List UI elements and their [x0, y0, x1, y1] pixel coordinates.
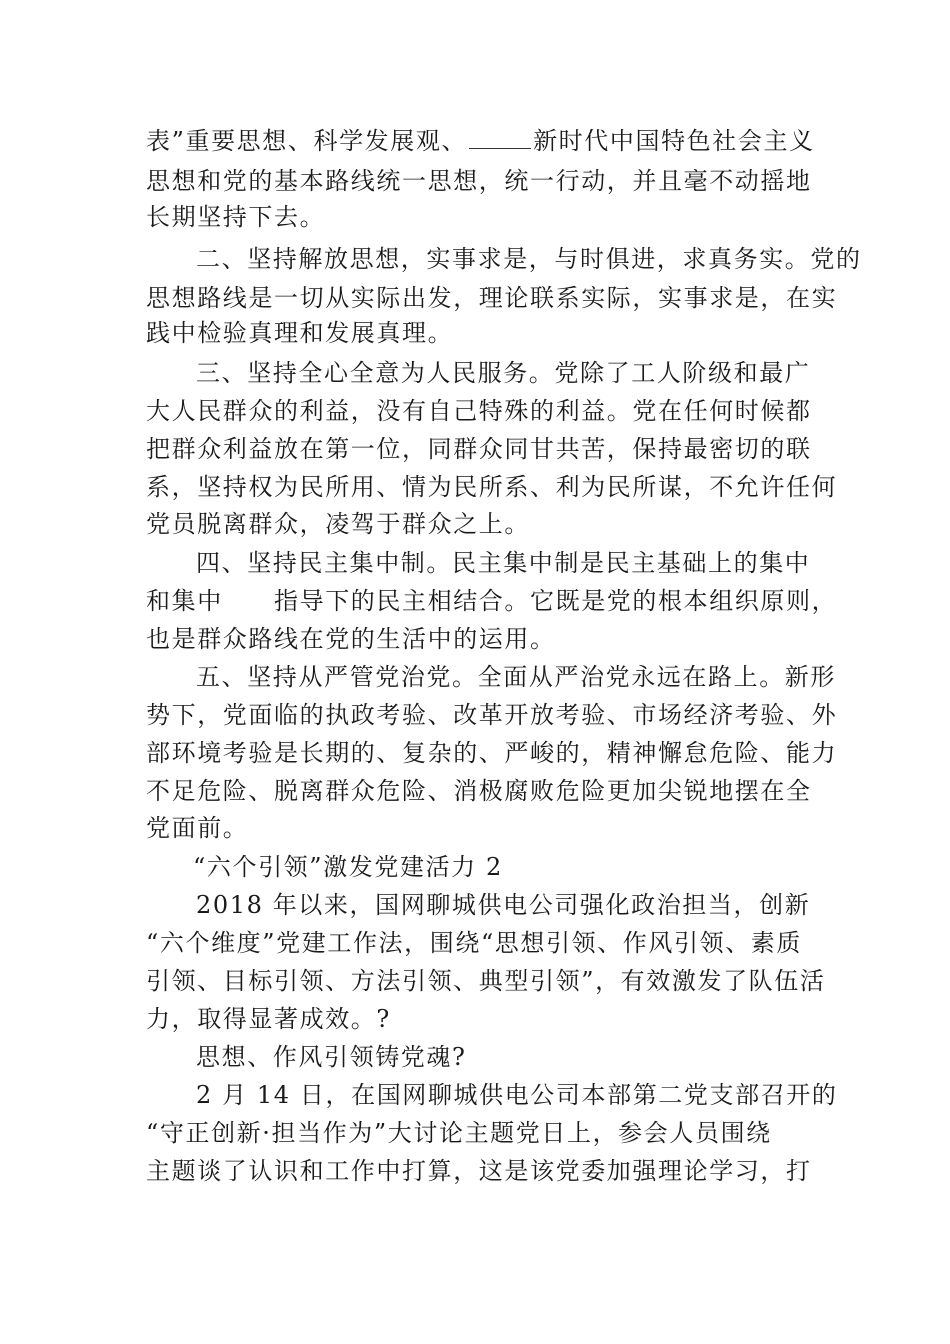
text-line: 大人民群众的利益，没有自己特殊的利益。党在任何时候都	[146, 397, 812, 425]
paragraph-first-line: 四、坚持民主集中制。民主集中制是民主基础上的集中	[196, 549, 811, 577]
text-line: 引领、目标引领、方法引领、典型引领”，有效激发了队伍活	[146, 967, 826, 995]
subheading: 思想、作风引领铸党魂?	[196, 1043, 467, 1071]
text-line: 部环境考验是长期的、复杂的、严峻的，精神懈怠危险、能力	[146, 739, 838, 767]
text-line: 长期坚持下去。	[146, 203, 326, 231]
text-line: 和集中 指导下的民主相结合。它既是党的根本组织原则，	[146, 587, 838, 615]
text-line: 思想和党的基本路线统一思想，统一行动，并且毫不动摇地	[146, 167, 812, 195]
paragraph-first-line: 五、坚持从严管党治党。全面从严治党永远在路上。新形	[196, 663, 836, 691]
text-line: 不足危险、脱离群众危险、消极腐败危险更加尖锐地摆在全	[146, 777, 812, 805]
text-line: 力，取得显著成效。?	[146, 1005, 391, 1033]
paragraph-first-line: 2 月 14 日，在国网聊城供电公司本部第二党支部召开的	[196, 1081, 838, 1109]
fill-in-blank	[469, 128, 531, 149]
text-line: “六个维度”党建工作法，围绕“思想引领、作风引领、素质	[146, 929, 803, 957]
text-fragment: 新时代中国特色社会主义	[533, 127, 815, 155]
text-fragment: 表”重要思想、科学发展观、	[146, 127, 468, 155]
paragraph-first-line: 三、坚持全心全意为人民服务。党除了工人阶级和最广	[196, 359, 811, 387]
text-line: 践中检验真理和发展真理。	[146, 319, 454, 347]
text-line: 主题谈了认识和工作中打算，这是该党委加强理论学习，打	[146, 1157, 812, 1185]
text-line: 势下，党面临的执政考验、改革开放考验、市场经济考验、外	[146, 701, 838, 729]
text-line: 也是群众路线在党的生活中的运用。	[146, 625, 556, 653]
text-line: 思想路线是一切从实际出发，理论联系实际，实事求是，在实	[146, 284, 838, 312]
paragraph-first-line: 二、坚持解放思想，实事求是，与时俱进，求真务实。党的	[196, 245, 862, 273]
section-title: “六个引领”激发党建活力 2	[193, 853, 503, 881]
text-line: 党面前。	[146, 814, 249, 842]
text-line: 系，坚持权为民所用、情为民所系、利为民所谋，不允许任何	[146, 473, 838, 501]
text-line	[146, 126, 815, 156]
text-line: “守正创新·担当作为”大讨论主题党日上，参会人员围绕	[146, 1119, 772, 1147]
text-line: 把群众利益放在第一位，同群众同甘共苦，保持最密切的联	[146, 435, 812, 463]
text-line: 党员脱离群众，凌驾于群众之上。	[146, 510, 530, 538]
paragraph-first-line: 2018 年以来，国网聊城供电公司强化政治担当，创新	[196, 891, 811, 919]
